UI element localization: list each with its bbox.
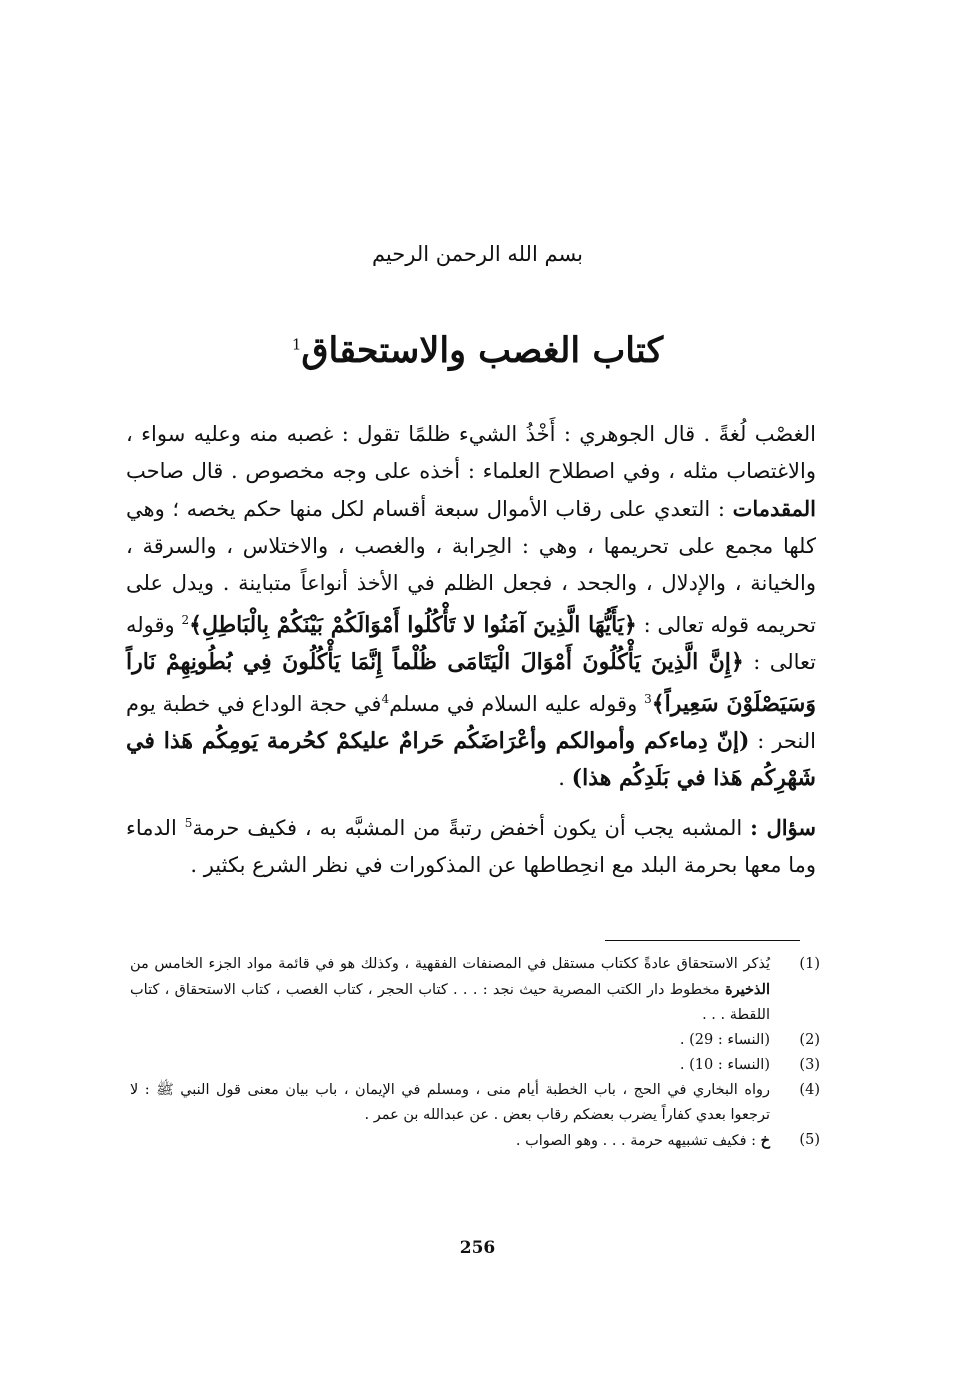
p1-part-j: . <box>558 766 565 790</box>
footnote-number: (1) <box>799 956 820 972</box>
footnote-ref-4: 4 <box>381 692 390 706</box>
footnote-ref-2: 2 <box>181 613 190 627</box>
p1-part-h: في حجة الوداع في خطبة يوم النحر : <box>126 692 816 753</box>
paragraph-1 <box>126 416 816 797</box>
title-footnote-ref: 1 <box>291 335 302 354</box>
footnote-text <box>130 1128 770 1154</box>
footnote-1-part-a: يُذكر الاستحقاق عادةً ككتاب مستقل في المصنفات الفقهية ، وكذلك هو في قائمة مواد الجزء الخامس من <box>130 956 770 972</box>
footnote-1-part-c: مخطوط دار الكتب المصرية حيث نجد : . . . كتاب الحجر ، كتاب الغصب ، كتاب الاستحقاق ، كتاب اللقطة . . . <box>130 982 770 1023</box>
question-label: سؤال : <box>750 815 816 840</box>
footnote-number: (2) <box>799 1032 820 1048</box>
footnote-number: (5) <box>799 1132 820 1148</box>
chapter-title-text: كتاب الغصب والاستحقاق <box>301 330 664 371</box>
quran-verse-2: ﴿إِنَّ الَّذِينَ يَأْكُلُونَ أَمْوَالَ الْيَتَامَى ظُلْماً إِنَّمَا يَأْكُلُونَ فِي بُطُونِهِمْ نَاراً وَسَيَصْلَوْنَ سَعِيراً﴾ <box>126 649 816 717</box>
footnote-2 <box>130 1028 820 1053</box>
footnotes <box>130 952 820 1154</box>
p1-part-e: وقوله تعالى : <box>126 613 816 674</box>
p1-part-c: : التعدي على رقاب الأموال سبعة أقسام لكل منها حكم يخصه ؛ وهي كلها مجمع على تحريمها ، وهي : الحِرابة ، والغصب ، والاختلاس ، والسرقة ، والخيانة ، والإدلال ، والجحد ، فجعل الظلم في الأخذ أنواعاً متباينة . ويدل على تحريمه قوله تعالى : <box>126 497 816 637</box>
hadith-quote: (إنّ دِماءكم وأموالكم وأعْرَاضَكُم حَرامٌ عليكمْ كحُرمة يَومِكُم هَذا في شَهْرِكُم هَذا في بَلَدِكُم هذا) <box>126 728 816 791</box>
p1-part-g: وقوله عليه السلام في مسلم <box>389 692 638 716</box>
footnote-3 <box>130 1053 820 1078</box>
quran-verse-1: ﴿يَأَيُّهَا الَّذِينَ آمَنُوا لا تَأْكُلُوا أَمْوَالَكُمْ بَيْنَكُمْ بِالْبَاطِلِ﴾ <box>189 612 637 638</box>
manuscript-siglum: خ <box>760 1132 770 1149</box>
footnote-5 <box>130 1128 820 1154</box>
main-text <box>126 416 816 884</box>
footnote-text: رواه البخاري في الحج ، باب الخطبة أيام منى ، ومسلم في الإيمان ، باب بيان معنى قول النبي ﷺ : لا ترجعوا بعدي كفاراً يضرب بعضكم رقاب بعض . عن عبدالله بن عمر . <box>130 1082 770 1123</box>
chapter-title <box>0 330 955 371</box>
footnote-separator <box>605 940 800 941</box>
book-name-dhakhira: الذخيرة <box>725 981 770 998</box>
footnote-ref-5: 5 <box>184 816 193 830</box>
book-name-muqaddimat: المقدمات <box>732 496 816 521</box>
footnote-number: (3) <box>799 1057 820 1073</box>
footnote-text: (النساء : 10) . <box>679 1057 770 1073</box>
footnote-5-part-b: : فكيف تشبيهه حرمة . . . وهو الصواب . <box>515 1133 757 1149</box>
footnote-ref-3: 3 <box>644 692 652 706</box>
footnote-text <box>130 952 770 1028</box>
footnote-4 <box>130 1078 820 1128</box>
footnote-1 <box>130 952 820 1028</box>
basmala: بسم الله الرحمن الرحيم <box>371 242 584 266</box>
page-number: 256 <box>459 1238 496 1258</box>
p1-part-a: الغصْب لُغةً . قال الجوهري : أَخْذُ الشيء ظلمًا تقول : غصبه منه وعليه سواء ، والاغتصاب مثله ، وفي اصطلاح العلماء : أخذه على وجه مخصوص . قال صاحب <box>126 422 816 483</box>
paragraph-2 <box>126 805 816 884</box>
p2-part-c: الدماء وما معها بحرمة البلد مع انحِطاطها عن المذكورات في نظر الشرع بكثير . <box>126 816 816 877</box>
footnote-number: (4) <box>799 1082 820 1098</box>
footnote-text: (النساء : 29) . <box>679 1032 770 1048</box>
p2-part-b: المشبه يجب أن يكون أخفض رتبةً من المشبَّه به ، فكيف حرمة <box>192 816 743 840</box>
